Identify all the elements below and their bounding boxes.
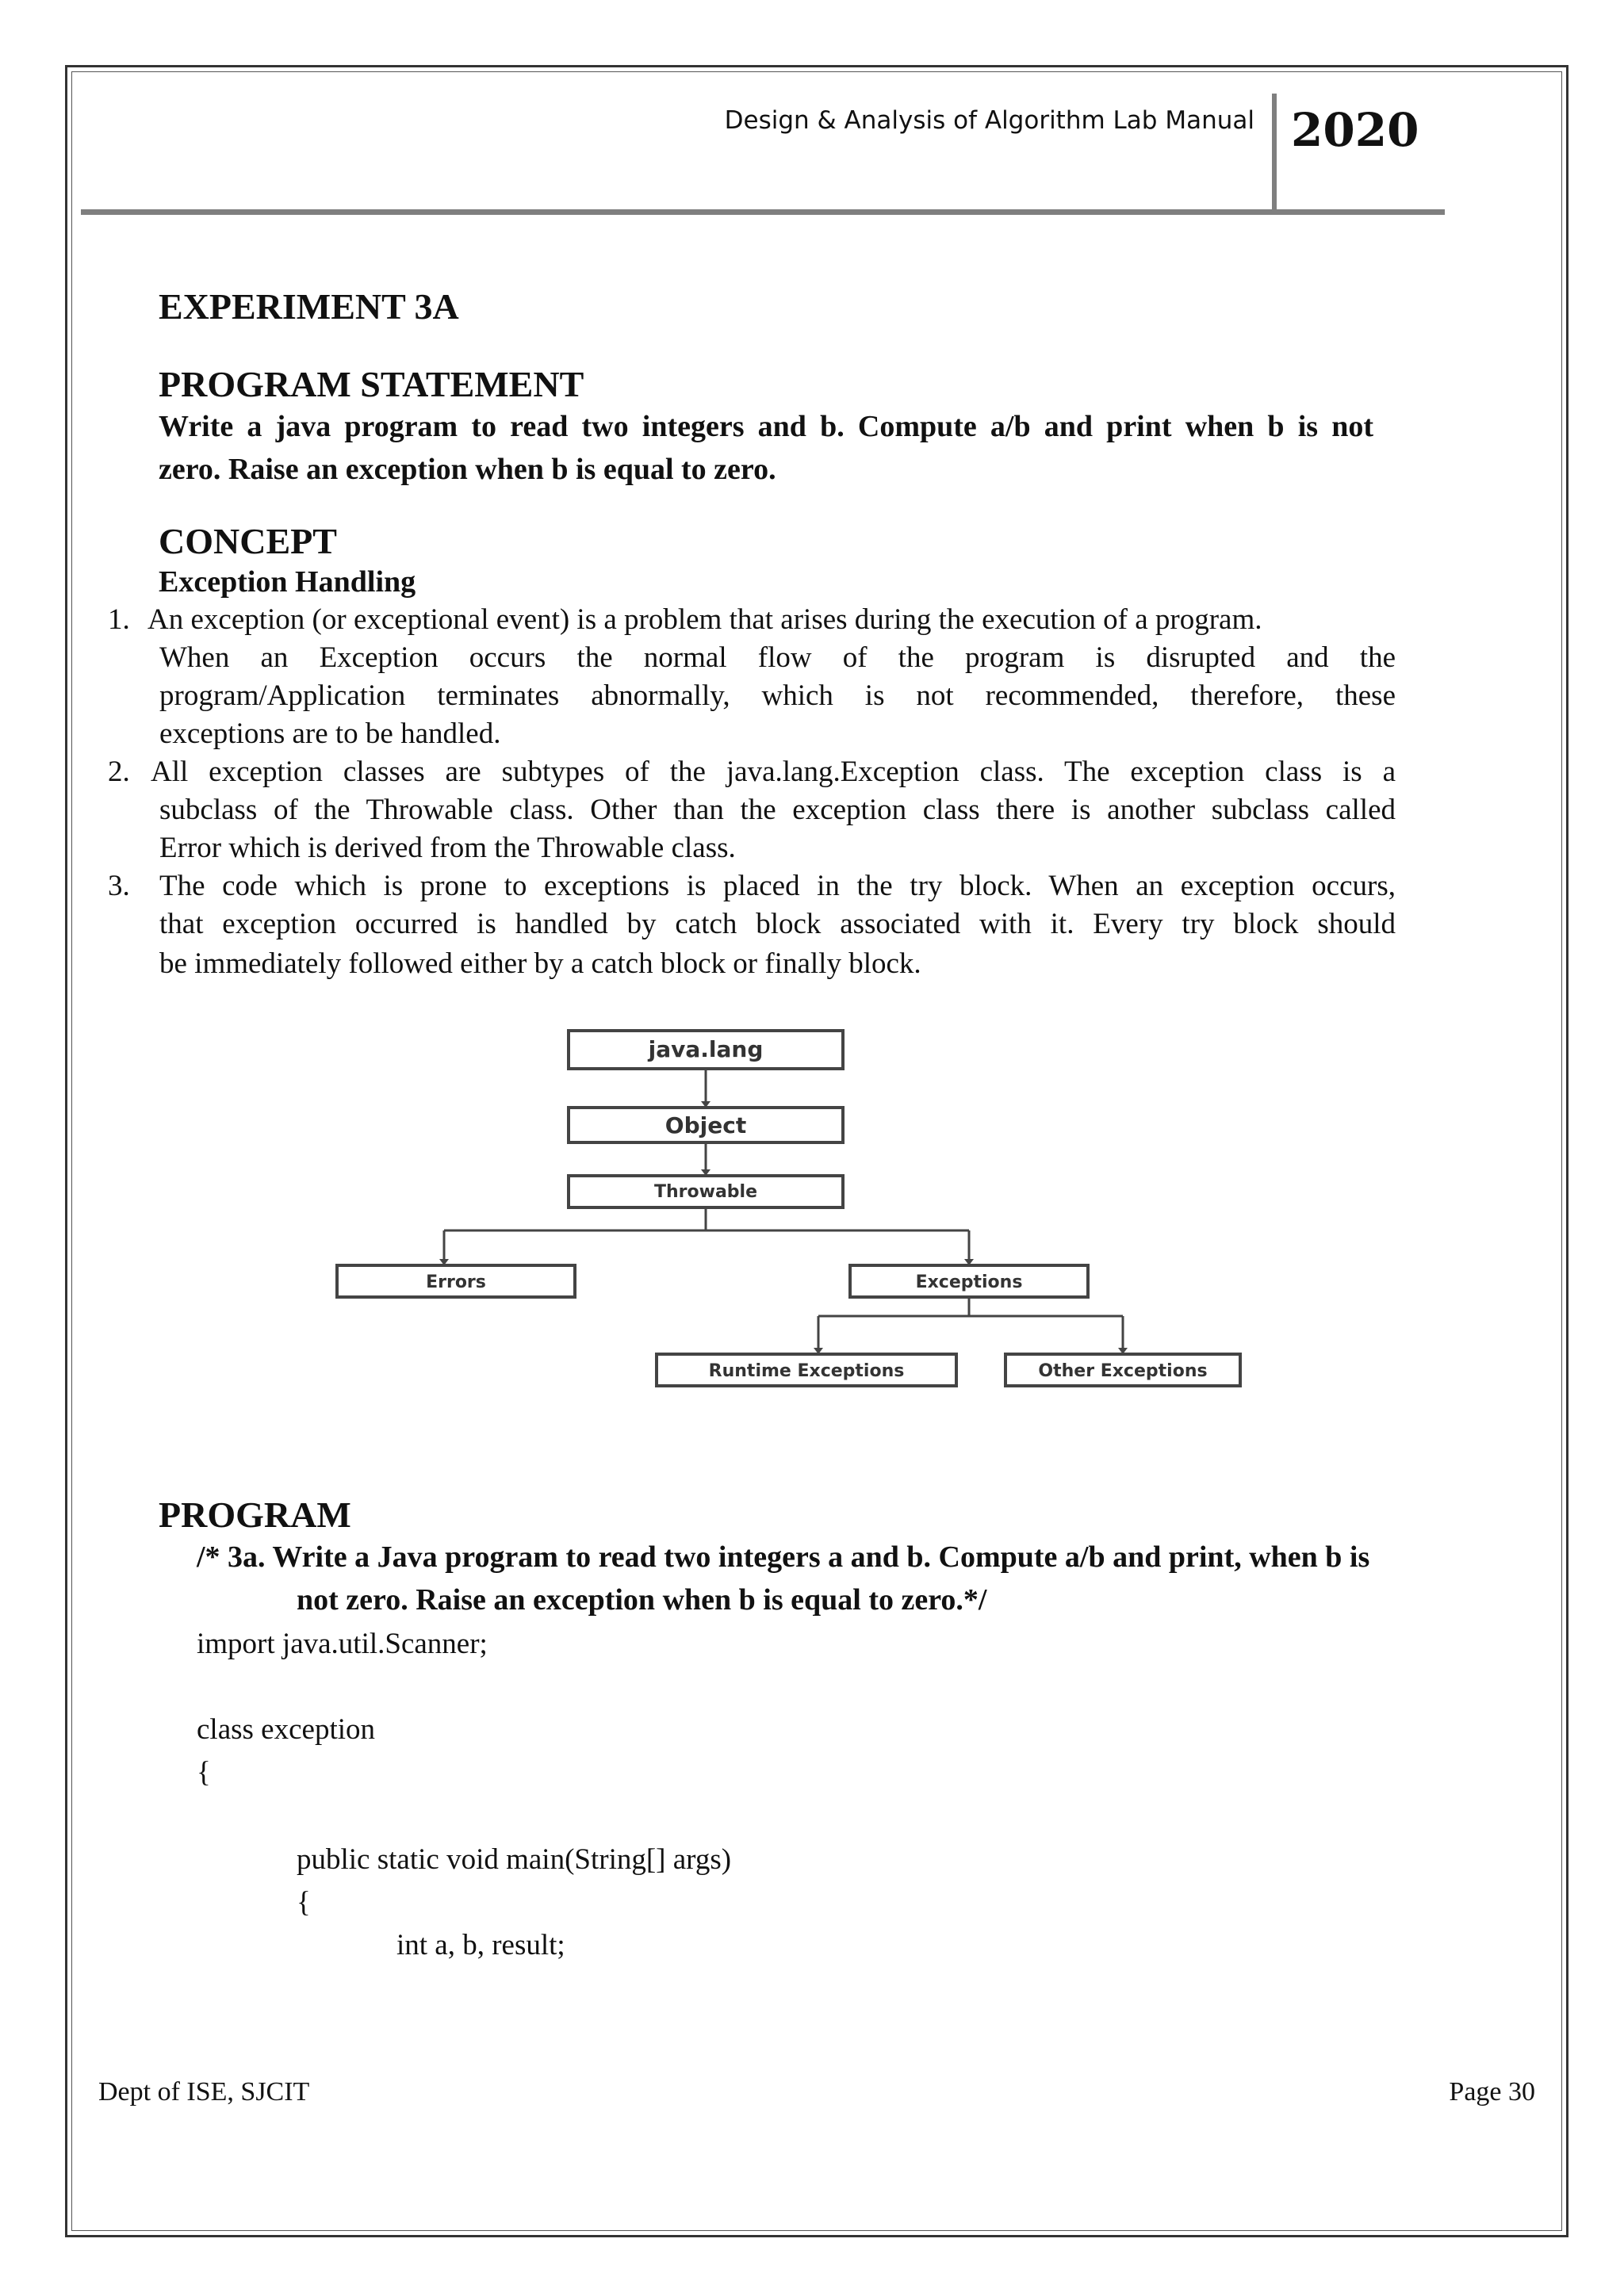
program-statement-line: Write a java program to read two integers and b. Compute a/b and print when b is not xyxy=(159,410,1373,443)
code-line: int a, b, result; xyxy=(396,1929,565,1961)
list-item-line: Error which is derived from the Throwable class. xyxy=(159,832,736,864)
list-item-number: 3. xyxy=(108,870,130,902)
program-comment-line: not zero. Raise an exception when b is equal to zero.*/ xyxy=(297,1583,987,1617)
exception-hierarchy-diagram xyxy=(317,1015,1269,1395)
node-runtime-exceptions: Runtime Exceptions xyxy=(708,1361,905,1381)
footer-dept: Dept of ISE, SJCIT xyxy=(98,2077,310,2107)
list-item-line: The code which is prone to exceptions is placed in the try block. When an exception occurs, xyxy=(159,870,1396,902)
list-item-line: that exception occurred is handled by catch block associated with it. Every try block should xyxy=(159,908,1396,940)
list-item-line: program/Application terminates abnormally, which is not recommended, therefore, these xyxy=(159,679,1396,712)
list-item-line: An exception (or exceptional event) is a problem that arises during the execution of a program. xyxy=(147,603,1262,636)
node-java-lang: java.lang xyxy=(648,1036,764,1062)
header-manual-title: Design & Analysis of Algorithm Lab Manual xyxy=(724,106,1254,135)
node-errors: Errors xyxy=(426,1272,486,1292)
program-heading: PROGRAM xyxy=(159,1494,351,1535)
list-item-line: When an Exception occurs the normal flow of the program is disrupted and the xyxy=(159,641,1396,674)
list-item-line: exceptions are to be handled. xyxy=(159,718,501,750)
program-statement-line: zero. Raise an exception when b is equal to zero. xyxy=(159,453,776,486)
list-item-line: be immediately followed either by a catch block or finally block. xyxy=(159,947,921,980)
header-rule xyxy=(81,209,1445,215)
code-line: { xyxy=(197,1756,211,1789)
list-item-number: 1. xyxy=(108,603,130,636)
concept-subheading: Exception Handling xyxy=(159,565,416,599)
list-item-number: 2. xyxy=(108,756,130,788)
program-comment-line: /* 3a. Write a Java program to read two integers a and b. Compute a/b and print, when b is xyxy=(197,1540,1370,1574)
program-statement-heading: PROGRAM STATEMENT xyxy=(159,364,584,404)
node-exceptions: Exceptions xyxy=(915,1272,1023,1292)
footer-page-number: Page 30 xyxy=(1449,2077,1535,2107)
code-line: { xyxy=(297,1886,311,1919)
header-divider xyxy=(1272,94,1277,212)
header-year: 2020 xyxy=(1291,103,1419,157)
node-other-exceptions: Other Exceptions xyxy=(1038,1361,1208,1381)
code-line: import java.util.Scanner; xyxy=(197,1628,488,1660)
concept-heading: CONCEPT xyxy=(159,521,337,561)
list-item-line: subclass of the Throwable class. Other than the exception class there is another subclass called xyxy=(159,794,1396,826)
list-item-line: All exception classes are subtypes of the java.lang.Exception class. The exception class is a xyxy=(151,756,1396,788)
experiment-title: EXPERIMENT 3A xyxy=(159,286,459,327)
code-line: public static void main(String[] args) xyxy=(297,1843,732,1876)
node-object: Object xyxy=(665,1112,747,1138)
code-line: class exception xyxy=(197,1713,375,1746)
node-throwable: Throwable xyxy=(653,1182,758,1202)
